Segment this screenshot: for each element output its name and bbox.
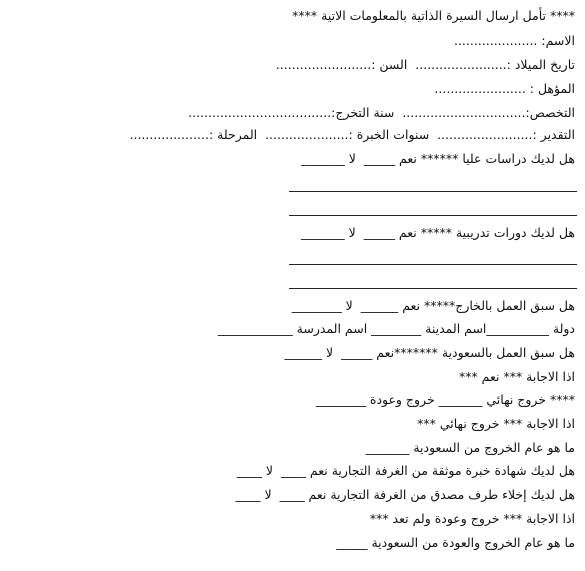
exit-year-question: ما هو عام الخروج من السعودية _______ [365,440,575,455]
specialization-field-line: التخصص:............................... سنة التخرج:.................................... [188,105,575,120]
dob-age-field-line: تاريخ الميلاد :....................... السن :........................ [275,57,575,72]
higher-studies-question: هل لديك دراسات عليا ****** نعم _____ لا _______ [301,151,575,166]
form-header: **** تأمل ارسال السيرة الذاتية بالمعلومات الاتية **** [292,8,575,23]
if-exit-reentry-label: اذا الاجابة *** خروج وعودة ولم تعد *** [369,511,575,526]
training-question: هل لديك دورات تدريبية ***** نعم _____ لا _______ [300,225,575,240]
answer-line [289,264,577,265]
exit-return-year-question: ما هو عام الخروج والعودة من السعودية _____ [336,535,575,550]
answer-line [289,191,577,192]
answer-line [289,215,577,216]
clearance-question: هل لديك إخلاء طرف مصدق من الغرفة التجارية نعم ____ لا ____ [235,487,575,502]
grade-field-line: التقدير :........................ سنوات الخبرة :..................... المرحلة :.................... [129,127,575,142]
country-city-school-line: دولة __________اسم المدينة ________ اسم المدرسة ____________ [217,321,575,336]
if-yes-label: اذا الاجابة *** نعم *** [458,369,575,384]
saudi-work-question: هل سبق العمل بالسعودية *******نعم _____ لا ______ [284,345,575,360]
exit-type-line: **** خروج نهائي _______ خروج وعودة ________ [315,392,575,407]
abroad-question: هل سبق العمل بالخارج***** نعم ______ لا ________ [291,298,575,313]
if-final-exit-label: اذا الاجابة *** خروج نهائي *** [417,416,575,431]
qualification-field-line: المؤهل : ....................... [434,81,575,96]
answer-line [289,288,577,289]
name-field-line: الاسم: ..................... [453,33,575,48]
chamber-certificate-question: هل لديك شهادة خبرة موثقة من الغرفة التجارية نعم ____ لا ____ [236,463,575,478]
